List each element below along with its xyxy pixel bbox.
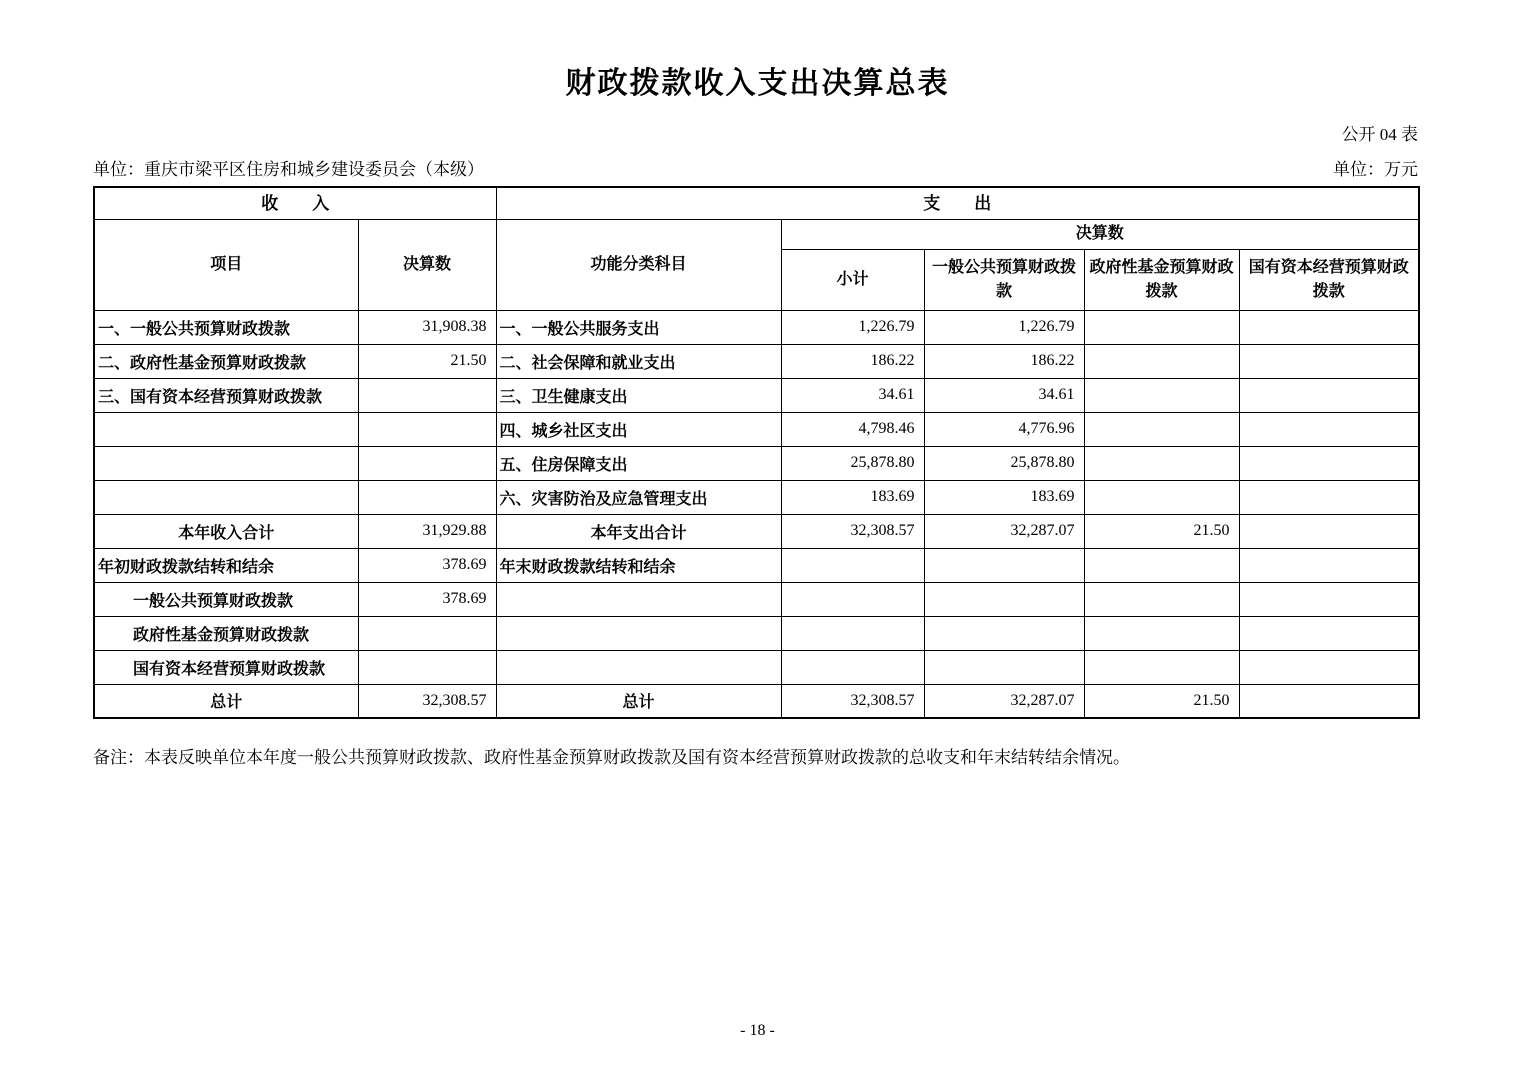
expense-gov-fund <box>1084 650 1239 684</box>
col-header-gov-fund: 政府性基金预算财政拨款 <box>1084 249 1239 310</box>
expense-item <box>496 616 781 650</box>
expense-state-capital <box>1239 446 1419 480</box>
expense-gov-fund <box>1084 310 1239 344</box>
expense-gov-fund <box>1084 378 1239 412</box>
expense-general-public: 25,878.80 <box>924 446 1084 480</box>
expense-gov-fund <box>1084 344 1239 378</box>
expense-state-capital <box>1239 378 1419 412</box>
expense-state-capital <box>1239 514 1419 548</box>
expense-general-public: 1,226.79 <box>924 310 1084 344</box>
income-amount <box>358 412 496 446</box>
unit-name-label: 单位：重庆市梁平区住房和城乡建设委员会（本级） <box>93 160 484 179</box>
expense-item: 二、社会保障和就业支出 <box>496 344 781 378</box>
col-header-item: 项目 <box>94 219 358 310</box>
unit-row <box>93 155 1418 180</box>
header-row-groups <box>94 219 1419 249</box>
expense-general-public <box>924 616 1084 650</box>
income-section-header: 收 入 <box>94 187 496 219</box>
page-number: - 18 - <box>740 1022 775 1039</box>
expense-item: 三、卫生健康支出 <box>496 378 781 412</box>
income-item: 政府性基金预算财政拨款 <box>94 616 358 650</box>
income-amount: 31,908.38 <box>358 310 496 344</box>
expense-subtotal <box>781 650 924 684</box>
doc-number-label: 公开 04 表 <box>1341 125 1418 144</box>
expense-gov-fund <box>1084 446 1239 480</box>
expense-general-public: 4,776.96 <box>924 412 1084 446</box>
expense-subtotal: 32,308.57 <box>781 514 924 548</box>
expense-general-public: 34.61 <box>924 378 1084 412</box>
table-row <box>94 344 1419 378</box>
expense-subtotal: 1,226.79 <box>781 310 924 344</box>
expense-general-public: 183.69 <box>924 480 1084 514</box>
col-header-func-class: 功能分类科目 <box>496 219 781 310</box>
income-amount: 32,308.57 <box>358 684 496 718</box>
expense-state-capital <box>1239 310 1419 344</box>
expense-item <box>496 650 781 684</box>
income-item <box>94 480 358 514</box>
header-row-sections <box>94 187 1419 219</box>
income-amount: 378.69 <box>358 582 496 616</box>
expense-gov-fund <box>1084 582 1239 616</box>
expense-item: 五、住房保障支出 <box>496 446 781 480</box>
expense-item <box>496 582 781 616</box>
income-item: 三、国有资本经营预算财政拨款 <box>94 378 358 412</box>
unit-currency-label: 单位：万元 <box>1333 160 1418 179</box>
expense-general-public: 186.22 <box>924 344 1084 378</box>
col-header-state-capital: 国有资本经营预算财政拨款 <box>1239 249 1419 310</box>
expense-general-public <box>924 582 1084 616</box>
expense-state-capital <box>1239 684 1419 718</box>
expense-item: 本年支出合计 <box>496 514 781 548</box>
expense-general-public: 32,287.07 <box>924 514 1084 548</box>
expense-state-capital <box>1239 650 1419 684</box>
expenditure-section-header: 支 出 <box>496 187 1419 219</box>
income-amount: 31,929.88 <box>358 514 496 548</box>
fiscal-summary-table <box>93 186 1420 719</box>
table-row <box>94 310 1419 344</box>
footnote: 备注：本表反映单位本年度一般公共预算财政拨款、政府性基金预算财政拨款及国有资本经营预算财政拨款的总收支和年末结转结余情况。 <box>93 748 1130 767</box>
expense-gov-fund <box>1084 548 1239 582</box>
expense-subtotal: 32,308.57 <box>781 684 924 718</box>
income-item: 年初财政拨款结转和结余 <box>94 548 358 582</box>
expense-subtotal: 4,798.46 <box>781 412 924 446</box>
income-item: 一、一般公共预算财政拨款 <box>94 310 358 344</box>
expense-gov-fund <box>1084 616 1239 650</box>
expense-gov-fund <box>1084 480 1239 514</box>
table-row-grand-total <box>94 684 1419 718</box>
income-item <box>94 412 358 446</box>
expense-item: 总计 <box>496 684 781 718</box>
income-amount <box>358 446 496 480</box>
income-item: 总计 <box>94 684 358 718</box>
table-row <box>94 650 1419 684</box>
table-row <box>94 378 1419 412</box>
col-header-subtotal: 小计 <box>781 249 924 310</box>
expense-subtotal <box>781 582 924 616</box>
expense-item: 四、城乡社区支出 <box>496 412 781 446</box>
expense-subtotal <box>781 548 924 582</box>
table-row <box>94 548 1419 582</box>
income-amount <box>358 480 496 514</box>
table-row <box>94 446 1419 480</box>
income-amount: 21.50 <box>358 344 496 378</box>
income-item <box>94 446 358 480</box>
expense-subtotal <box>781 616 924 650</box>
expense-state-capital <box>1239 548 1419 582</box>
expense-general-public: 32,287.07 <box>924 684 1084 718</box>
expense-state-capital <box>1239 616 1419 650</box>
expense-general-public <box>924 650 1084 684</box>
col-header-general-public: 一般公共预算财政拨款 <box>924 249 1084 310</box>
expense-subtotal: 25,878.80 <box>781 446 924 480</box>
expense-gov-fund <box>1084 412 1239 446</box>
table-row <box>94 412 1419 446</box>
col-header-final-amount-exp: 决算数 <box>781 219 1419 249</box>
expense-state-capital <box>1239 582 1419 616</box>
col-header-final-amount: 决算数 <box>358 219 496 310</box>
income-item: 国有资本经营预算财政拨款 <box>94 650 358 684</box>
table-row <box>94 480 1419 514</box>
table-row <box>94 582 1419 616</box>
income-amount <box>358 616 496 650</box>
table-row <box>94 616 1419 650</box>
expense-item: 一、一般公共服务支出 <box>496 310 781 344</box>
expense-item: 年末财政拨款结转和结余 <box>496 548 781 582</box>
expense-item: 六、灾害防治及应急管理支出 <box>496 480 781 514</box>
expense-state-capital <box>1239 412 1419 446</box>
income-item: 二、政府性基金预算财政拨款 <box>94 344 358 378</box>
income-amount <box>358 650 496 684</box>
income-item: 一般公共预算财政拨款 <box>94 582 358 616</box>
expense-subtotal: 186.22 <box>781 344 924 378</box>
expense-subtotal: 183.69 <box>781 480 924 514</box>
expense-gov-fund: 21.50 <box>1084 514 1239 548</box>
expense-state-capital <box>1239 480 1419 514</box>
expense-state-capital <box>1239 344 1419 378</box>
page-title: 财政拨款收入支出决算总表 <box>565 67 950 100</box>
expense-general-public <box>924 548 1084 582</box>
income-item: 本年收入合计 <box>94 514 358 548</box>
income-amount: 378.69 <box>358 548 496 582</box>
expense-subtotal: 34.61 <box>781 378 924 412</box>
income-amount <box>358 378 496 412</box>
table-row-income-total <box>94 514 1419 548</box>
expense-gov-fund: 21.50 <box>1084 684 1239 718</box>
